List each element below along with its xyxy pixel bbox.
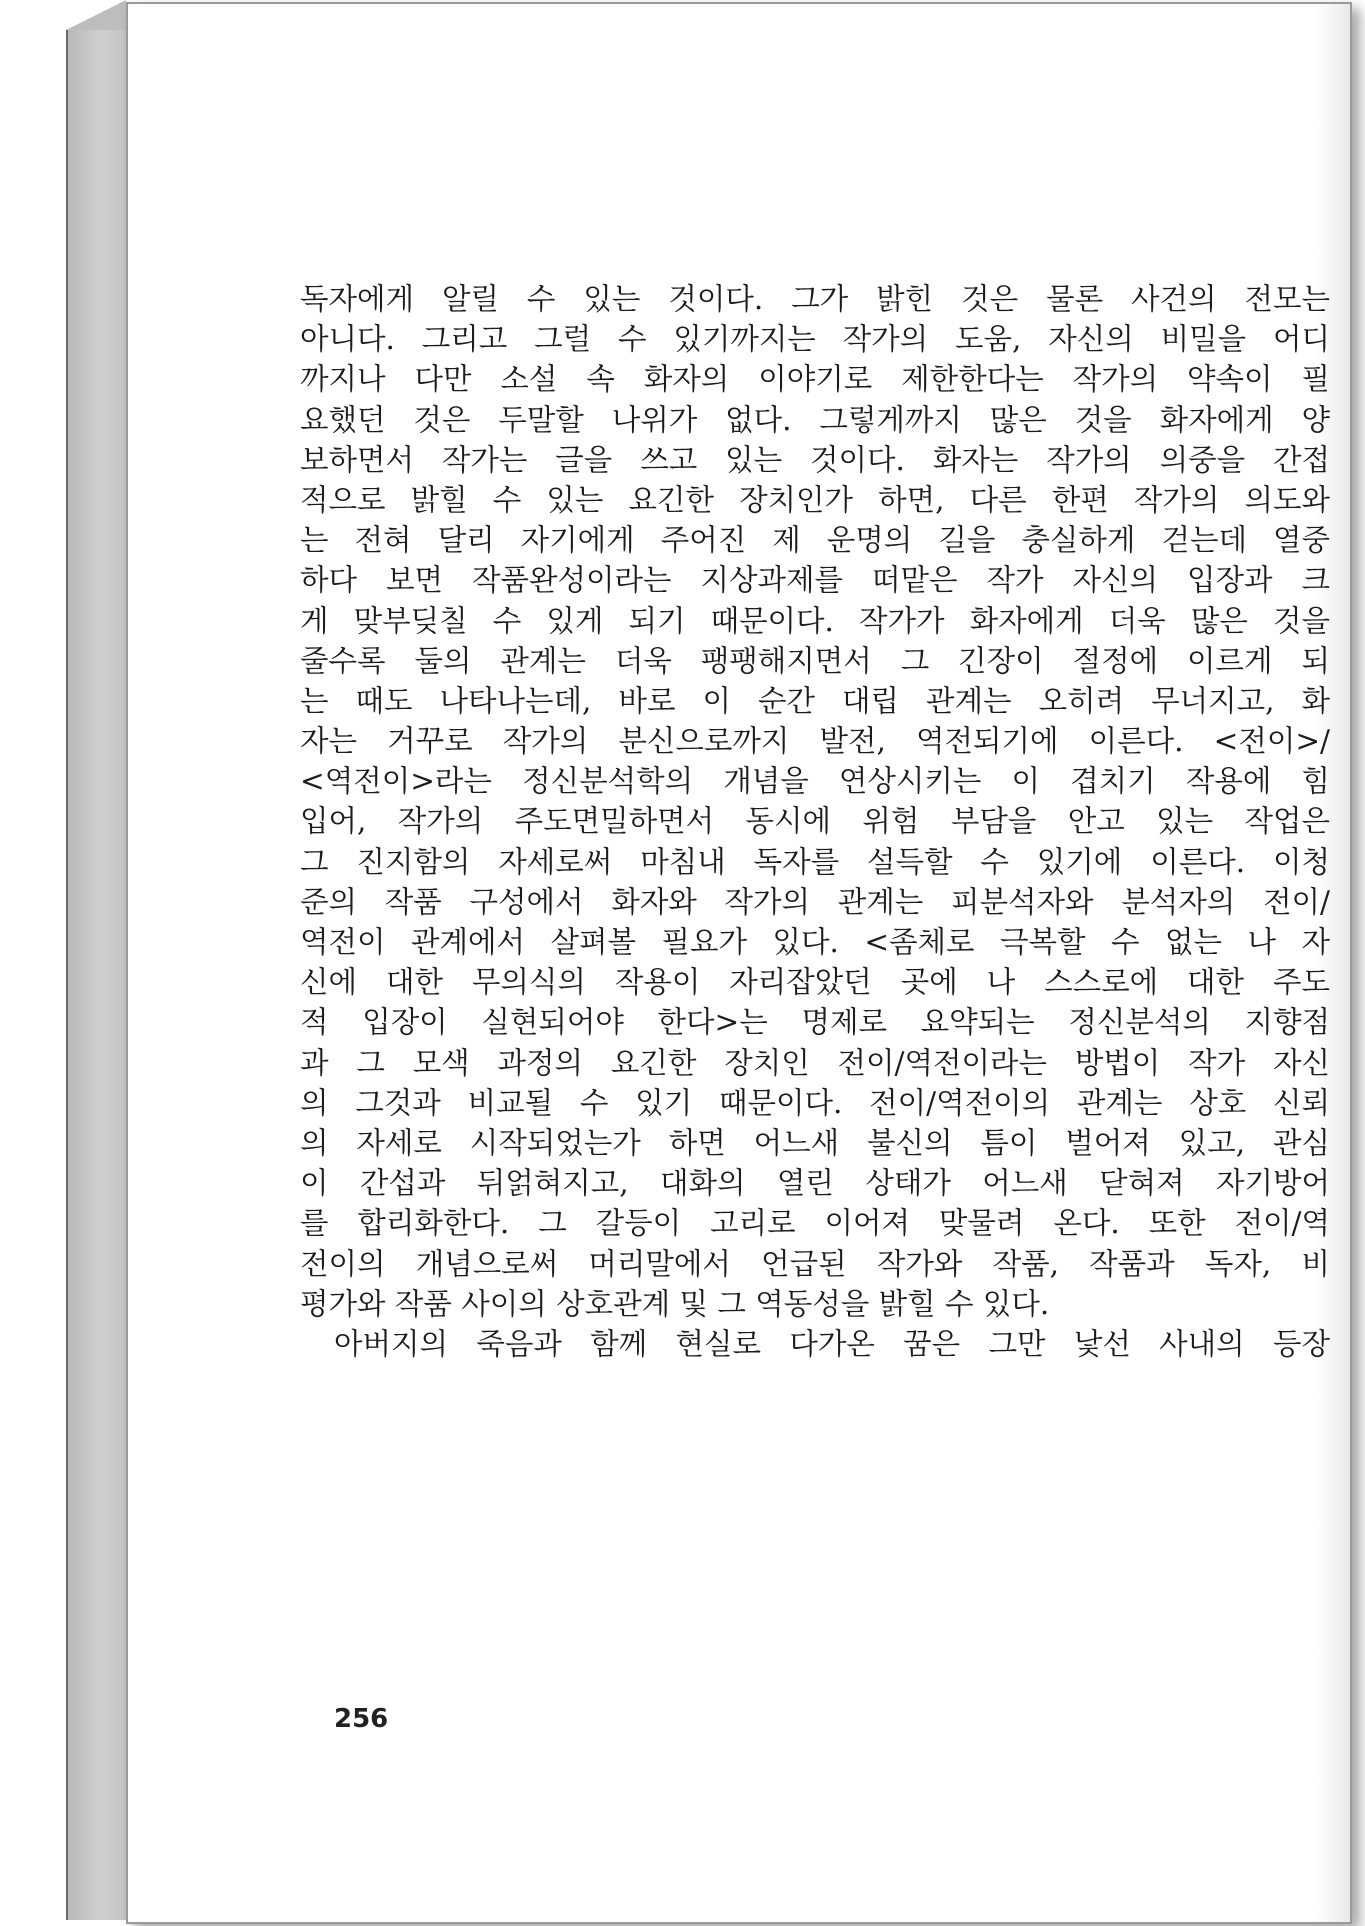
- text-line: 적 입장이 실현되어야 한다>는 명제로 요약되는 정신분석의 지향점: [300, 1005, 1330, 1040]
- book-spine: [66, 30, 128, 1920]
- text-line: 는 전혀 달리 자기에게 주어진 제 운명의 길을 충실하게 걷는데 열중: [300, 523, 1330, 558]
- text-line: 요했던 것은 두말할 나위가 없다. 그렇게까지 많은 것을 화자에게 양: [300, 402, 1330, 437]
- text-line: 의 자세로 시작되었는가 하면 어느새 불신의 틈이 벌어져 있고, 관심: [300, 1125, 1330, 1160]
- text-line: 준의 작품 구성에서 화자와 작가의 관계는 피분석자와 분석자의 전이/: [300, 884, 1330, 919]
- text-line: 입어, 작가의 주도면밀하면서 동시에 위험 부담을 안고 있는 작업은: [300, 804, 1330, 839]
- text-line-paragraph-start: 아버지의 죽음과 함께 현실로 다가온 꿈은 그만 낯선 사내의 등장: [334, 1326, 1330, 1361]
- text-line: 전이의 개념으로써 머리말에서 언급된 작가와 작품, 작품과 독자, 비: [300, 1246, 1330, 1281]
- text-line: 자는 거꾸로 작가의 분신으로까지 발전, 역전되기에 이른다. <전이>/: [300, 724, 1330, 759]
- text-line: 신에 대한 무의식의 작용이 자리잡았던 곳에 나 스스로에 대한 주도: [300, 965, 1330, 1000]
- text-line: 보하면서 작가는 글을 쓰고 있는 것이다. 화자는 작가의 의중을 간접: [300, 442, 1330, 477]
- text-line: 이 간섭과 뒤얽혀지고, 대화의 열린 상태가 어느새 닫혀져 자기방어: [300, 1166, 1330, 1201]
- text-line: 적으로 밝힐 수 있는 요긴한 장치인가 하면, 다른 한편 작가의 의도와: [300, 482, 1330, 517]
- text-line: 의 그것과 비교될 수 있기 때문이다. 전이/역전이의 관계는 상호 신뢰: [300, 1085, 1330, 1120]
- book-page: [126, 2, 1352, 1924]
- text-line: 는 때도 나타나는데, 바로 이 순간 대립 관계는 오히려 무너지고, 화: [300, 683, 1330, 718]
- body-text: [300, 279, 1330, 1364]
- text-line: 과 그 모색 과정의 요긴한 장치인 전이/역전이라는 방법이 작가 자신: [300, 1045, 1330, 1080]
- text-line: 를 합리화한다. 그 갈등이 고리로 이어져 맞물려 온다. 또한 전이/역: [300, 1206, 1330, 1241]
- text-line: 평가와 작품 사이의 상호관계 및 그 역동성을 밝힐 수 있다.: [300, 1286, 1050, 1321]
- text-line: 역전이 관계에서 살펴볼 필요가 있다. <좀체로 극복할 수 없는 나 자: [300, 925, 1330, 959]
- text-line: 하다 보면 작품완성이라는 지상과제를 떠맡은 작가 자신의 입장과 크: [300, 563, 1330, 598]
- text-line: 까지나 다만 소설 속 화자의 이야기로 제한한다는 작가의 약속이 필: [300, 362, 1330, 397]
- text-line: 독자에게 알릴 수 있는 것이다. 그가 밝힌 것은 물론 사건의 전모는: [300, 282, 1330, 316]
- text-line: 게 맞부딪칠 수 있게 되기 때문이다. 작가가 화자에게 더욱 많은 것을: [300, 603, 1330, 638]
- text-line: 줄수록 둘의 관계는 더욱 팽팽해지면서 그 긴장이 절정에 이르게 되: [300, 643, 1330, 678]
- text-line: 그 진지함의 자세로써 마침내 독자를 설득할 수 있기에 이른다. 이청: [300, 844, 1330, 879]
- text-line: <역전이>라는 정신분석학의 개념을 연상시키는 이 겹치기 작용에 힘: [300, 764, 1330, 799]
- page-number: 256: [334, 1704, 389, 1734]
- book-spine-top: [66, 0, 126, 30]
- text-line: 아니다. 그리고 그럴 수 있기까지는 작가의 도움, 자신의 비밀을 어디: [300, 322, 1330, 357]
